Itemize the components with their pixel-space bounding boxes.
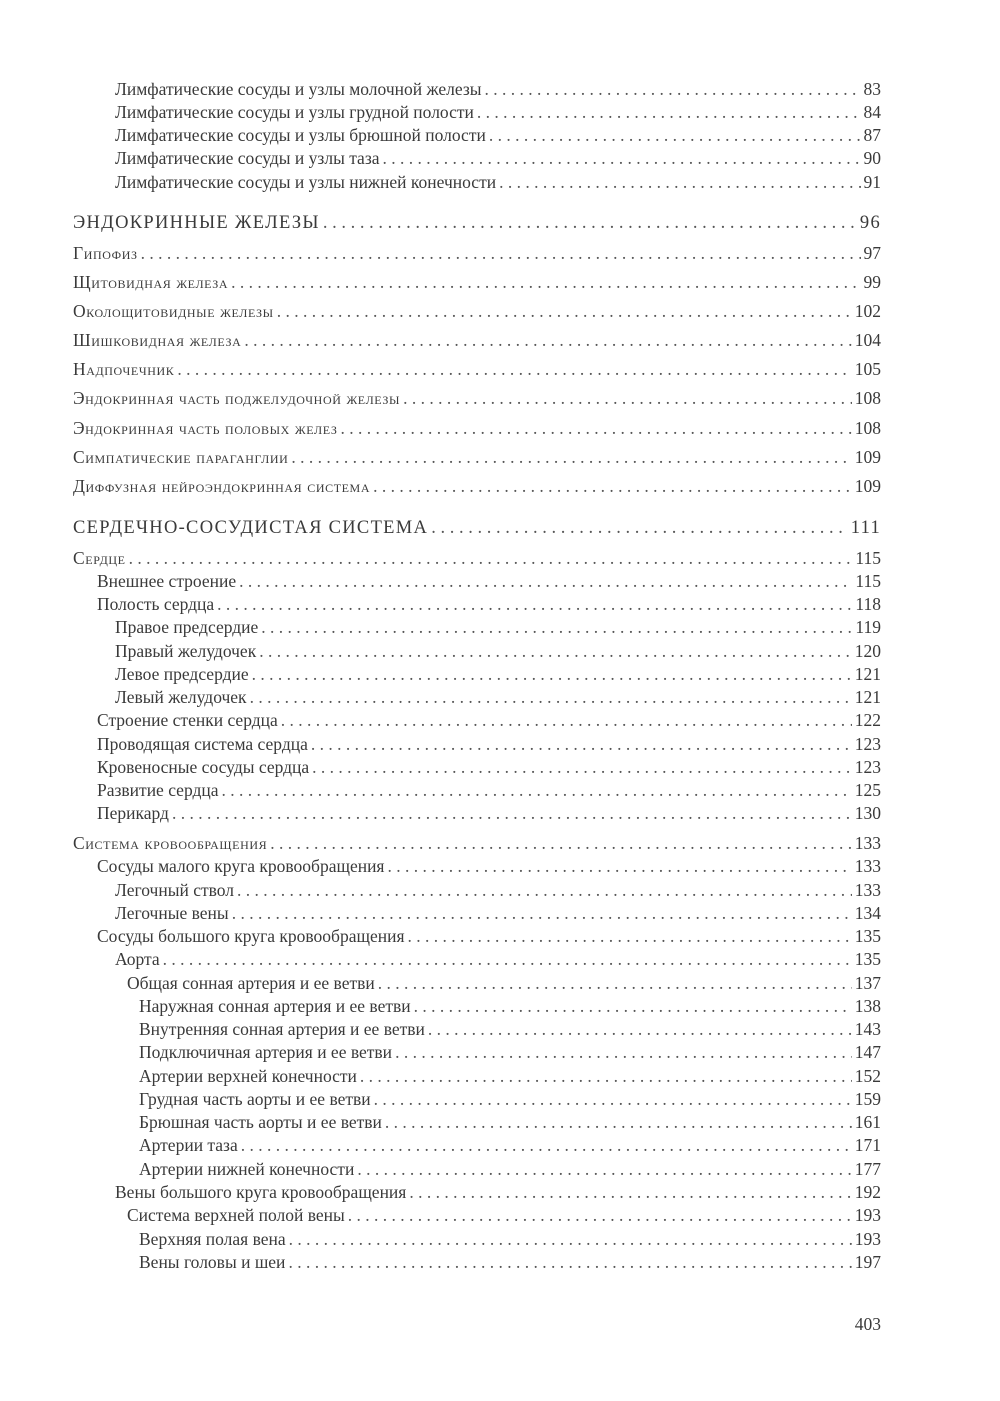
leader-dots xyxy=(217,593,852,616)
leader-dots xyxy=(270,832,852,855)
entry-page: 108 xyxy=(854,418,881,438)
toc-entry xyxy=(73,570,881,593)
entry-page: 130 xyxy=(854,803,881,823)
entry-title: Сосуды малого круга кровообращения xyxy=(97,856,385,876)
toc-entry xyxy=(73,779,881,802)
toc-entry xyxy=(73,948,881,971)
toc-entry xyxy=(73,756,881,779)
leader-dots xyxy=(357,1158,851,1181)
entry-title: Вены головы и шеи xyxy=(139,1252,286,1272)
entry-page: 108 xyxy=(854,388,881,408)
leader-dots xyxy=(281,709,852,732)
leader-dots xyxy=(499,171,860,194)
entry-title: Артерии таза xyxy=(139,1135,238,1155)
leader-dots xyxy=(373,475,852,498)
leader-dots xyxy=(222,779,852,802)
page-number: 403 xyxy=(854,1314,881,1334)
toc-entry xyxy=(73,417,881,440)
toc-entry xyxy=(73,925,881,948)
leader-dots xyxy=(241,1134,852,1157)
entry-title: Грудная часть аорты и ее ветви xyxy=(139,1089,371,1109)
leader-dots xyxy=(385,1111,852,1134)
entry-page: 111 xyxy=(850,518,881,538)
entry-page: 105 xyxy=(854,359,881,379)
entry-title: Эндокринная часть поджелудочной железы xyxy=(73,388,401,408)
entry-title: Шишковидная железа xyxy=(73,330,242,350)
entry-title: Щитовидная железа xyxy=(73,272,229,292)
entry-page: 109 xyxy=(854,476,881,496)
entry-page: 193 xyxy=(854,1205,881,1225)
toc-entry xyxy=(73,640,881,663)
entry-title: Лимфатические сосуды и узлы таза xyxy=(115,148,380,168)
entry-title: Аорта xyxy=(115,949,160,969)
toc-entry xyxy=(73,242,881,265)
toc-entry xyxy=(73,1134,881,1157)
entry-title: Лимфатические сосуды и узлы брюшной полости xyxy=(115,125,486,145)
toc-entry xyxy=(73,686,881,709)
entry-page: 109 xyxy=(854,447,881,467)
entry-page: 121 xyxy=(854,687,881,707)
toc-entry xyxy=(73,995,881,1018)
toc-entry xyxy=(73,147,881,170)
leader-dots xyxy=(383,147,861,170)
entry-title: Легочные вены xyxy=(115,903,229,923)
entry-page: 91 xyxy=(863,172,881,192)
entry-title: Сосуды большого круга кровообращения xyxy=(97,926,405,946)
entry-page: 134 xyxy=(854,903,881,923)
entry-title: Лимфатические сосуды и узлы нижней конечности xyxy=(115,172,497,192)
entry-title: Развитие сердца xyxy=(97,780,219,800)
toc-entry xyxy=(73,1228,881,1251)
entry-page: 143 xyxy=(854,1019,881,1039)
entry-page: 83 xyxy=(863,79,881,99)
toc-entry xyxy=(73,1065,881,1088)
leader-dots xyxy=(172,802,852,825)
toc-entry xyxy=(73,1088,881,1111)
toc-entry xyxy=(73,101,881,124)
entry-page: 115 xyxy=(855,548,881,568)
leader-dots xyxy=(312,756,852,779)
entry-page: 118 xyxy=(855,594,881,614)
toc-entry xyxy=(73,879,881,902)
toc-section-heading xyxy=(73,517,881,540)
toc-entry xyxy=(73,1158,881,1181)
toc-entry xyxy=(73,446,881,469)
entry-page: 171 xyxy=(854,1135,881,1155)
toc-entry xyxy=(73,663,881,686)
entry-title: ЭНДОКРИННЫЕ ЖЕЛЕЗЫ xyxy=(73,213,320,233)
entry-page: 119 xyxy=(855,617,881,637)
leader-dots xyxy=(291,446,851,469)
entry-title: Диффузная нейроэндокринная система xyxy=(73,476,371,496)
entry-title: Лимфатические сосуды и узлы молочной железы xyxy=(115,79,482,99)
entry-page: 122 xyxy=(854,710,881,730)
leader-dots xyxy=(163,948,852,971)
leader-dots xyxy=(395,1041,852,1064)
leader-dots xyxy=(409,1181,851,1204)
entry-page: 192 xyxy=(854,1182,881,1202)
entry-title: Перикард xyxy=(97,803,169,823)
toc-entry xyxy=(73,358,881,381)
leader-dots xyxy=(250,686,852,709)
entry-title: Артерии нижней конечности xyxy=(139,1159,355,1179)
entry-title: Внутренняя сонная артерия и ее ветви xyxy=(139,1019,425,1039)
leader-dots xyxy=(232,902,852,925)
leader-dots xyxy=(237,879,852,902)
entry-title: Система верхней полой вены xyxy=(127,1205,345,1225)
leader-dots xyxy=(288,1251,851,1274)
leader-dots xyxy=(360,1065,852,1088)
entry-page: 97 xyxy=(863,243,881,263)
leader-dots xyxy=(340,417,851,440)
leader-dots xyxy=(348,1204,852,1227)
toc-entry xyxy=(73,832,881,855)
toc-entry xyxy=(73,1204,881,1227)
entry-page: 123 xyxy=(854,757,881,777)
toc-entry xyxy=(73,329,881,352)
entry-page: 147 xyxy=(854,1042,881,1062)
entry-title: Легочный ствол xyxy=(115,880,235,900)
toc-entry xyxy=(73,855,881,878)
leader-dots xyxy=(252,663,852,686)
entry-title: Правое предсердие xyxy=(115,617,259,637)
leader-dots xyxy=(177,358,851,381)
entry-title: Симпатические параганглии xyxy=(73,447,289,467)
toc-entry xyxy=(73,733,881,756)
entry-page: 87 xyxy=(863,125,881,145)
entry-page: 138 xyxy=(854,996,881,1016)
entry-page: 133 xyxy=(854,856,881,876)
entry-page: 161 xyxy=(854,1112,881,1132)
entry-page: 120 xyxy=(854,641,881,661)
entry-page: 115 xyxy=(855,571,881,591)
leader-dots xyxy=(231,271,860,294)
toc-entry xyxy=(73,547,881,570)
entry-title: Эндокринная часть половых желез xyxy=(73,418,338,438)
toc-entry xyxy=(73,802,881,825)
toc-entry xyxy=(73,300,881,323)
leader-dots xyxy=(239,570,852,593)
entry-page: 135 xyxy=(854,949,881,969)
entry-title: Левый желудочек xyxy=(115,687,247,707)
leader-dots xyxy=(388,855,852,878)
entry-page: 193 xyxy=(854,1229,881,1249)
entry-title: Внешнее строение xyxy=(97,571,237,591)
entry-page: 99 xyxy=(863,272,881,292)
leader-dots xyxy=(408,925,852,948)
entry-title: Гипофиз xyxy=(73,243,138,263)
entry-title: СЕРДЕЧНО-СОСУДИСТАЯ СИСТЕМА xyxy=(73,518,429,538)
leader-dots xyxy=(431,517,848,540)
entry-page: 84 xyxy=(863,102,881,122)
toc-entry xyxy=(73,271,881,294)
entry-page: 125 xyxy=(854,780,881,800)
entry-title: Полость сердца xyxy=(97,594,215,614)
entry-page: 177 xyxy=(854,1159,881,1179)
entry-page: 135 xyxy=(854,926,881,946)
leader-dots xyxy=(477,101,861,124)
entry-page: 197 xyxy=(854,1252,881,1272)
toc-section-heading xyxy=(73,212,881,235)
entry-page: 121 xyxy=(854,664,881,684)
toc-entry xyxy=(73,124,881,147)
toc-entry xyxy=(73,1041,881,1064)
leader-dots xyxy=(129,547,853,570)
leader-dots xyxy=(277,300,852,323)
toc-entry xyxy=(73,593,881,616)
leader-dots xyxy=(289,1228,852,1251)
entry-page: 137 xyxy=(854,973,881,993)
toc-entry xyxy=(73,1111,881,1134)
entry-page: 104 xyxy=(854,330,881,350)
toc-entry xyxy=(73,78,881,101)
leader-dots xyxy=(485,78,861,101)
toc-entry xyxy=(73,902,881,925)
entry-title: Брюшная часть аорты и ее ветви xyxy=(139,1112,382,1132)
entry-page: 90 xyxy=(863,148,881,168)
entry-title: Общая сонная артерия и ее ветви xyxy=(127,973,375,993)
entry-title: Подключичная артерия и ее ветви xyxy=(139,1042,393,1062)
entry-title: Кровеносные сосуды сердца xyxy=(97,757,310,777)
toc-entry xyxy=(73,387,881,410)
entry-title: Вены большого круга кровообращения xyxy=(115,1182,407,1202)
entry-title: Околощитовидные железы xyxy=(73,301,274,321)
entry-title: Сердце xyxy=(73,548,126,568)
leader-dots xyxy=(244,329,851,352)
leader-dots xyxy=(374,1088,852,1111)
leader-dots xyxy=(141,242,861,265)
toc-entry xyxy=(73,475,881,498)
leader-dots xyxy=(428,1018,852,1041)
entry-title: Строение стенки сердца xyxy=(97,710,278,730)
leader-dots xyxy=(311,733,852,756)
toc-entry xyxy=(73,171,881,194)
entry-page: 133 xyxy=(854,833,881,853)
entry-page: 152 xyxy=(854,1066,881,1086)
leader-dots xyxy=(259,640,852,663)
toc-entry xyxy=(73,709,881,732)
toc-entry xyxy=(73,1251,881,1274)
toc-entry xyxy=(73,616,881,639)
leader-dots xyxy=(403,387,852,410)
leader-dots xyxy=(489,124,861,147)
entry-title: Левое предсердие xyxy=(115,664,249,684)
leader-dots xyxy=(378,972,852,995)
entry-page: 102 xyxy=(854,301,881,321)
toc-entry xyxy=(73,972,881,995)
entry-title: Верхняя полая вена xyxy=(139,1229,286,1249)
entry-page: 123 xyxy=(854,734,881,754)
entry-title: Лимфатические сосуды и узлы грудной полости xyxy=(115,102,474,122)
entry-title: Наружная сонная артерия и ее ветви xyxy=(139,996,411,1016)
entry-page: 159 xyxy=(854,1089,881,1109)
toc-entry xyxy=(73,1018,881,1041)
entry-title: Надпочечник xyxy=(73,359,175,379)
entry-page: 133 xyxy=(854,880,881,900)
entry-title: Система кровообращения xyxy=(73,833,268,853)
entry-title: Правый желудочек xyxy=(115,641,257,661)
toc-entry xyxy=(73,1181,881,1204)
entry-title: Артерии верхней конечности xyxy=(139,1066,357,1086)
entry-page: 96 xyxy=(859,213,881,233)
entry-title: Проводящая система сердца xyxy=(97,734,308,754)
leader-dots xyxy=(323,212,857,235)
leader-dots xyxy=(414,995,852,1018)
leader-dots xyxy=(261,616,852,639)
